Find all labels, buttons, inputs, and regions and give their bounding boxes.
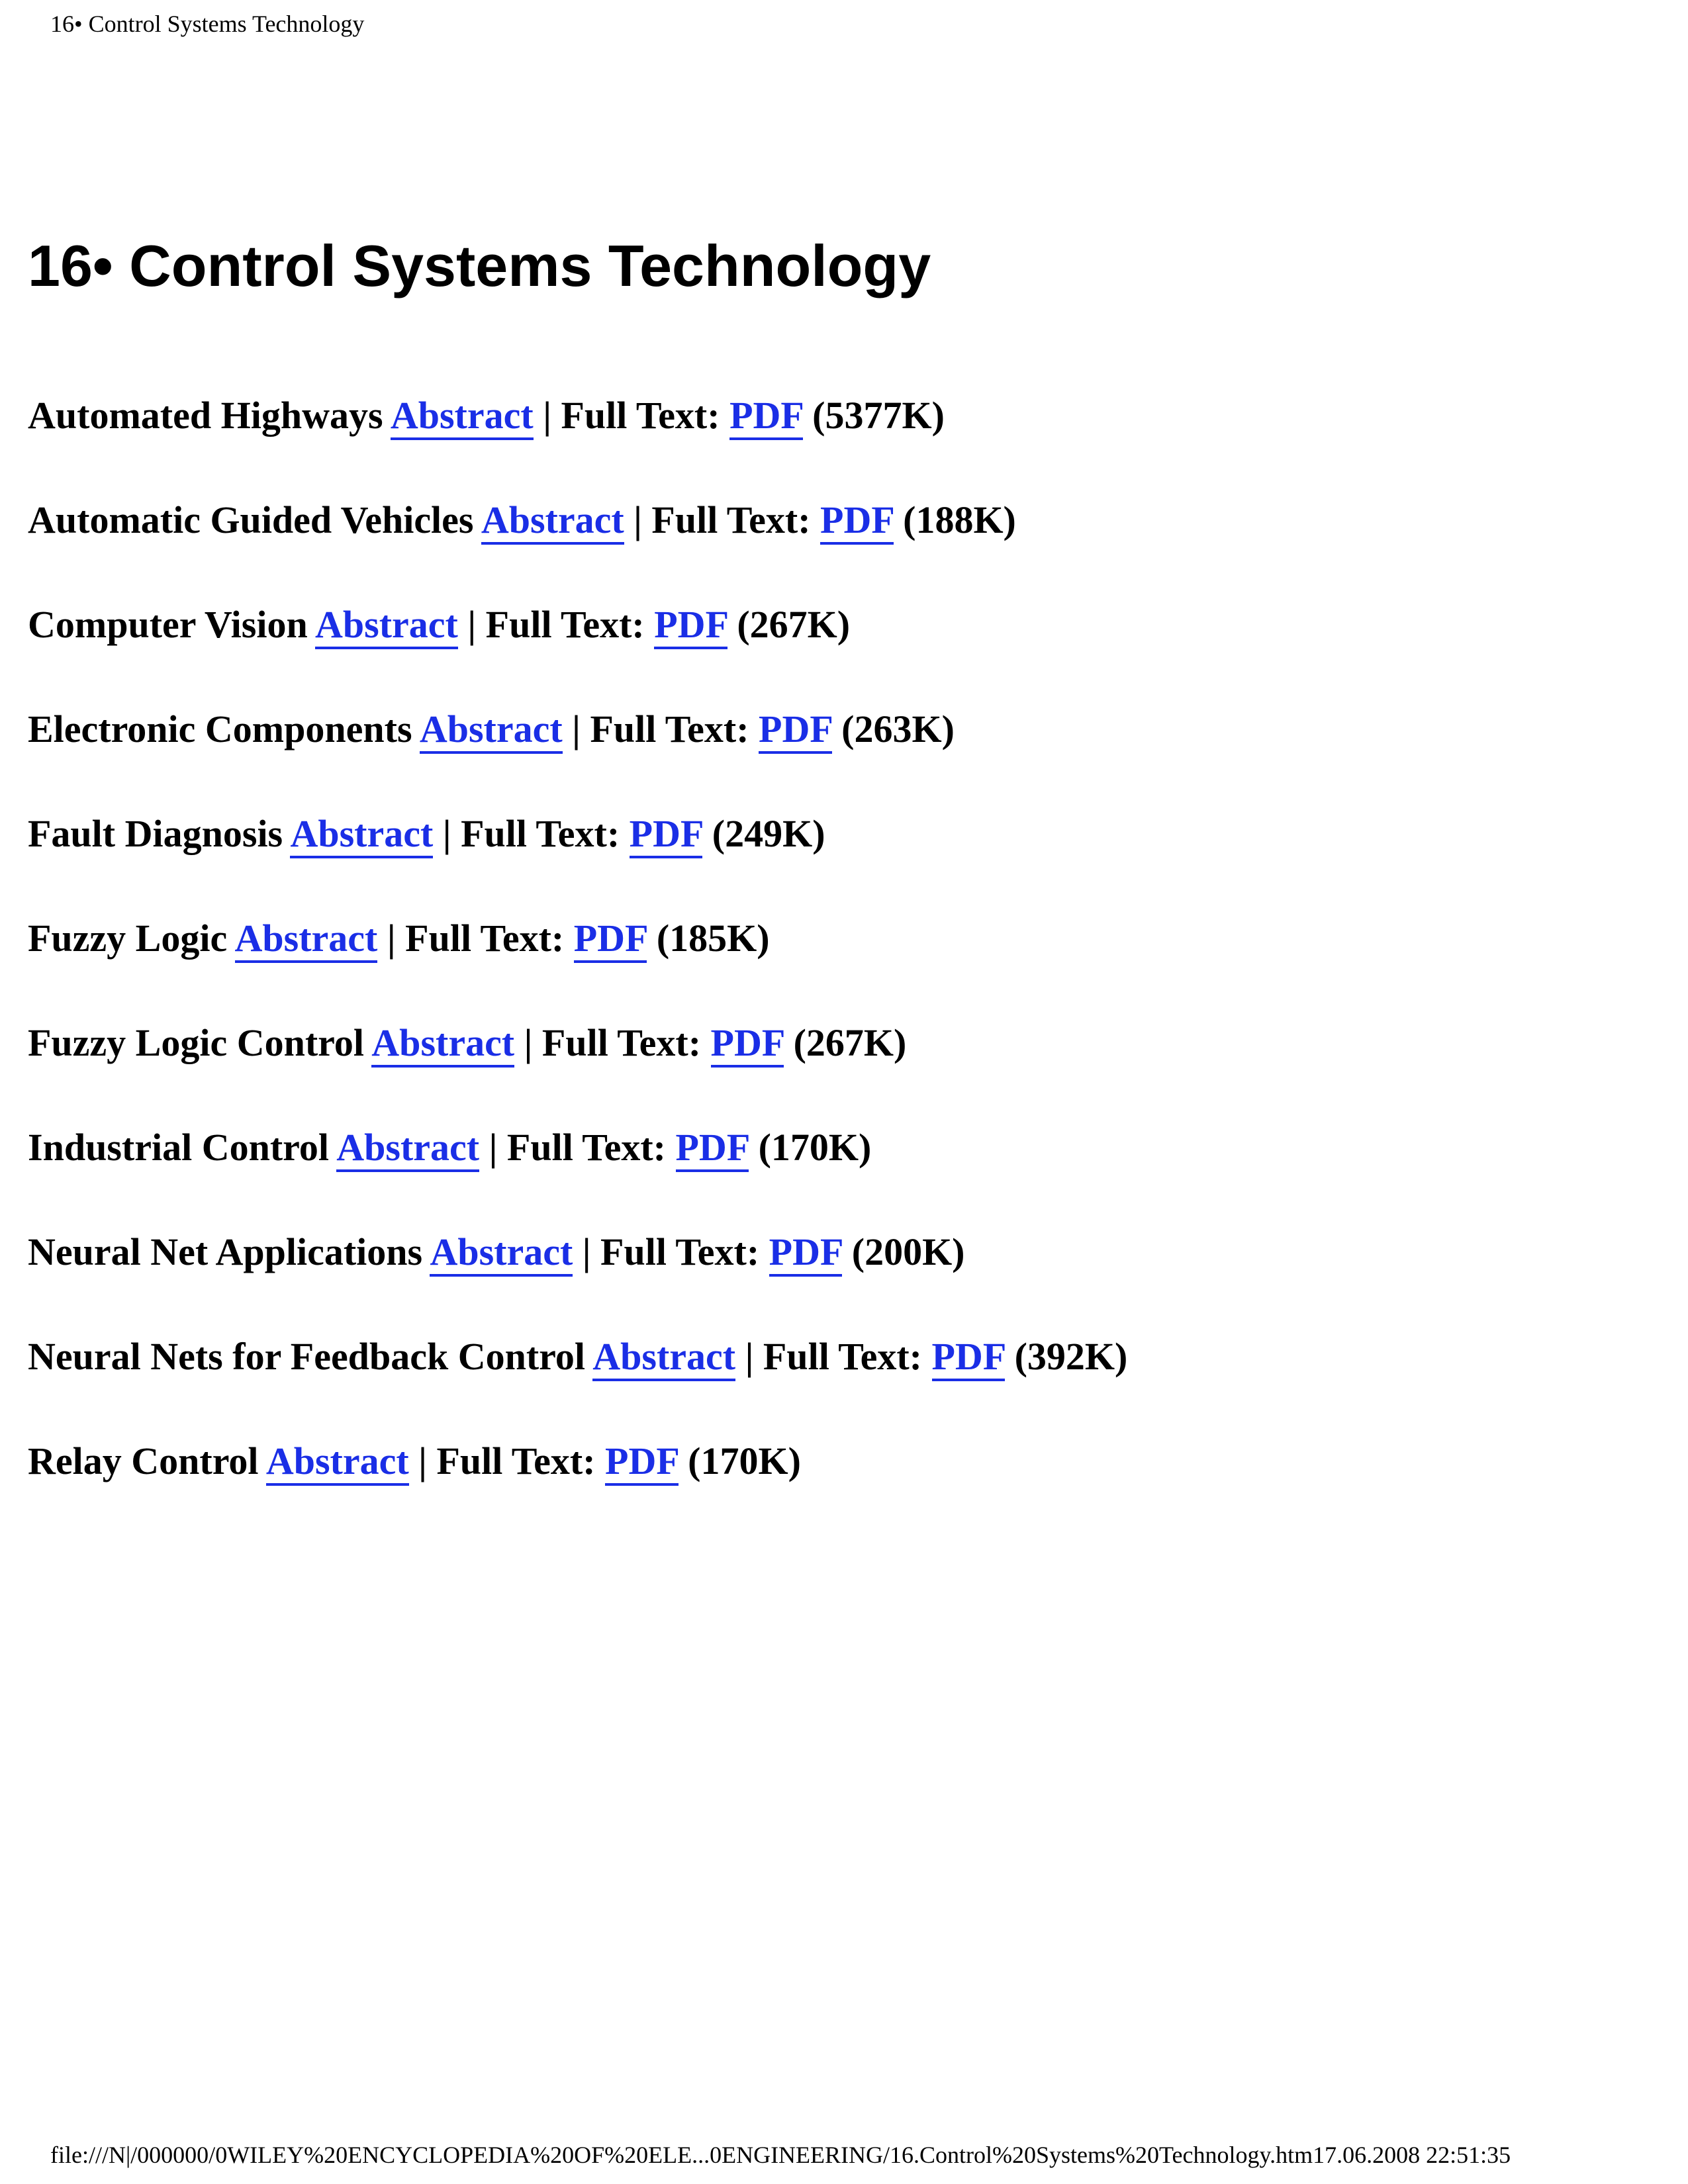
file-size: (5377K) [812,394,945,437]
abstract-link[interactable]: Abstract [430,1230,573,1277]
abstract-link[interactable]: Abstract [290,812,433,858]
article-row [28,1017,1127,1121]
full-text-label: | Full Text: [457,603,655,646]
abstract-link[interactable]: Abstract [235,917,378,963]
full-text-label: | Full Text: [479,1126,676,1169]
article-title: Industrial Control [28,1126,329,1169]
article-title: Neural Net Applications [28,1230,423,1273]
article-row [28,1330,1127,1435]
file-size: (170K) [758,1126,872,1169]
article-row [28,389,1127,494]
full-text-label: | Full Text: [514,1021,711,1064]
abstract-link[interactable]: Abstract [266,1439,409,1486]
abstract-link[interactable]: Abstract [371,1021,514,1068]
abstract-link[interactable]: Abstract [391,394,534,440]
full-text-label: | Full Text: [433,812,630,855]
article-row [28,1226,1127,1330]
file-size: (200K) [851,1230,965,1273]
pdf-link[interactable]: PDF [711,1021,784,1068]
file-size: (188K) [903,498,1016,541]
pdf-link[interactable]: PDF [759,707,832,754]
article-row [28,703,1127,807]
file-size: (185K) [656,917,770,960]
pdf-link[interactable]: PDF [729,394,803,440]
article-title: Fuzzy Logic [28,917,228,960]
page-title: 16• Control Systems Technology [28,233,931,298]
print-header [50,9,364,38]
article-title: Electronic Components [28,707,412,751]
print-header-title: 16• Control Systems Technology [50,11,365,37]
article-row [28,598,1127,703]
file-size: (249K) [712,812,825,855]
article-row [28,494,1127,598]
article-row [28,1435,1127,1539]
article-title: Automatic Guided Vehicles [28,498,474,541]
pdf-link[interactable]: PDF [932,1335,1006,1381]
pdf-link[interactable]: PDF [769,1230,843,1277]
footer-timestamp: 17.06.2008 22:51:35 [1313,2142,1511,2168]
file-size: (170K) [688,1439,801,1482]
abstract-link[interactable]: Abstract [336,1126,479,1172]
full-text-label: | Full Text: [624,498,821,541]
article-title: Neural Nets for Feedback Control [28,1335,585,1378]
abstract-link[interactable]: Abstract [420,707,563,754]
full-text-label: | Full Text: [408,1439,606,1482]
pdf-link[interactable]: PDF [676,1126,749,1172]
pdf-link[interactable]: PDF [820,498,894,545]
file-size: (263K) [841,707,955,751]
full-text-label: | Full Text: [573,1230,769,1273]
abstract-link[interactable]: Abstract [315,603,458,649]
pdf-link[interactable]: PDF [654,603,727,649]
abstract-link[interactable]: Abstract [481,498,624,545]
print-footer [50,2140,1511,2169]
pdf-link[interactable]: PDF [605,1439,679,1486]
pdf-link[interactable]: PDF [574,917,647,963]
article-row [28,1121,1127,1226]
full-text-label: | Full Text: [377,917,574,960]
full-text-label: | Full Text: [735,1335,932,1378]
full-text-label: | Full Text: [562,707,759,751]
full-text-label: | Full Text: [533,394,730,437]
article-title: Computer Vision [28,603,308,646]
article-row [28,912,1127,1017]
file-size: (267K) [793,1021,907,1064]
article-list [28,389,1127,1539]
article-title: Fuzzy Logic Control [28,1021,364,1064]
article-title: Automated Highways [28,394,383,437]
file-size: (392K) [1014,1335,1128,1378]
footer-file-path: file:///N|/000000/0WILEY%20ENCYCLOPEDIA%20OF%20ELE...0ENGINEERING/16.Control%20Systems%20Technology.htm [50,2142,1313,2168]
pdf-link[interactable]: PDF [630,812,703,858]
abstract-link[interactable]: Abstract [592,1335,735,1381]
article-row [28,807,1127,912]
file-size: (267K) [737,603,851,646]
article-title: Fault Diagnosis [28,812,283,855]
article-title: Relay Control [28,1439,259,1482]
